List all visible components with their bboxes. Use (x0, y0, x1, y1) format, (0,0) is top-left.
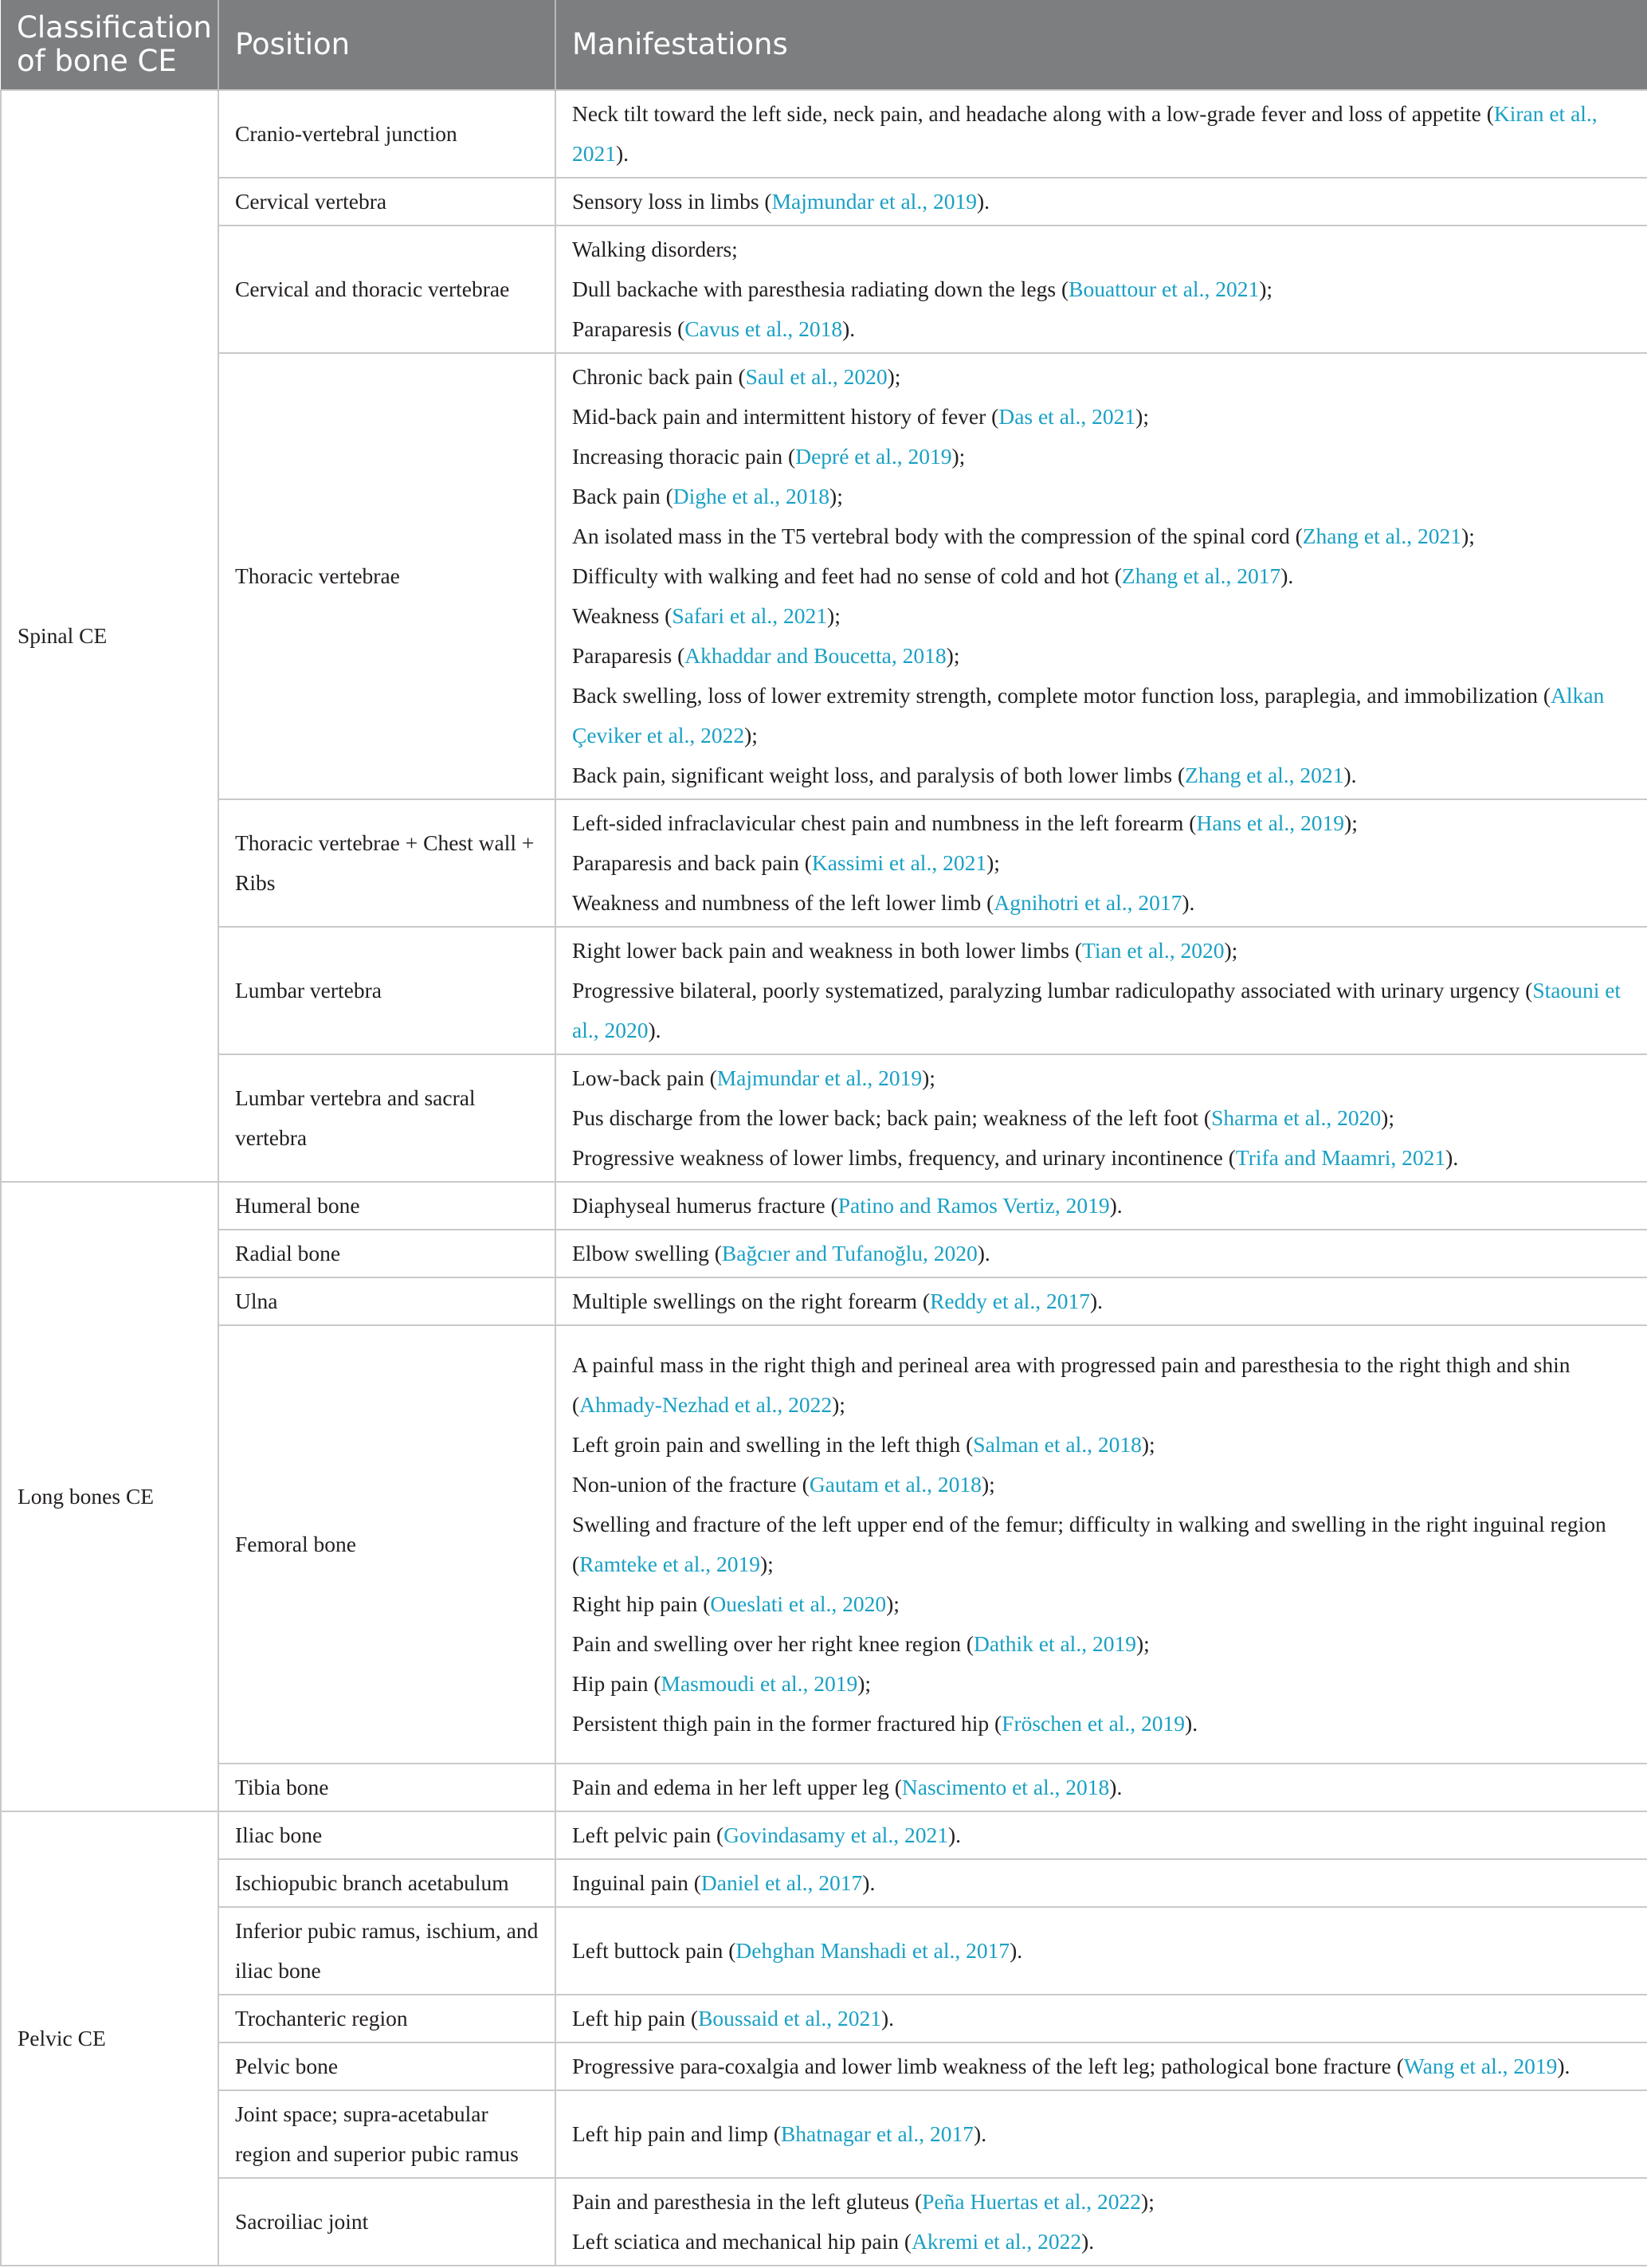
manifestation-text: Left sciatica and mechanical hip pain ( (572, 2229, 912, 2254)
position-cell: Cervical and thoracic vertebrae (218, 226, 555, 353)
manifestation-text-end: ); (1141, 2189, 1155, 2214)
manifestation-text: Progressive bilateral, poorly systematized, paralyzing lumbar radiculopathy associated with urinary urgency ( (572, 978, 1533, 1003)
manifestation-text-end: ). (862, 1870, 876, 1895)
manifestation-line (572, 2114, 1631, 2154)
manifestation-text-end: ). (1109, 1775, 1123, 1799)
citation-link[interactable]: Zhang et al., 2021 (1302, 524, 1462, 548)
manifestation-text-end: ); (1135, 404, 1149, 429)
manifestation-line (572, 357, 1631, 397)
manifestations-cell (555, 1182, 1647, 1230)
position-cell: Ischiopubic branch acetabulum (218, 1859, 555, 1907)
manifestation-line (572, 971, 1631, 1050)
manifestations-cell (555, 1859, 1647, 1907)
position-cell: Iliac bone (218, 1811, 555, 1859)
citation-link[interactable]: Peña Huertas et al., 2022 (922, 2189, 1142, 2214)
manifestation-line (572, 755, 1631, 795)
manifestation-text-end: ); (832, 1392, 845, 1417)
manifestation-text-end: ); (1224, 938, 1238, 963)
manifestation-text: Left-sided infraclavicular chest pain and numbness in the left forearm ( (572, 810, 1197, 835)
manifestation-text-end: ). (1089, 1289, 1103, 1313)
citation-link[interactable]: Nascimento et al., 2018 (901, 1775, 1110, 1799)
table-row (1, 799, 1647, 927)
manifestation-text: Left groin pain and swelling in the left thigh ( (572, 1432, 974, 1457)
manifestation-line (572, 269, 1631, 309)
manifestation-line (572, 2182, 1631, 2222)
position-cell: Cervical vertebra (218, 178, 555, 226)
manifestation-text-end: ). (1557, 2054, 1571, 2078)
manifestation-text: Sensory loss in limbs ( (572, 189, 772, 214)
manifestation-text: Left hip pain and limp ( (572, 2121, 781, 2146)
manifestation-text: An isolated mass in the T5 vertebral body with the compression of the spinal cord ( (572, 524, 1303, 548)
manifestation-text-end: ); (829, 484, 843, 508)
manifestation-text-end: ); (857, 1671, 872, 1696)
citation-link[interactable]: Masmoudi et al., 2019 (661, 1671, 858, 1696)
citation-link[interactable]: Ahmady-Nezhad et al., 2022 (579, 1392, 833, 1417)
table-row (1, 1182, 1647, 1230)
manifestation-line (572, 309, 1631, 349)
manifestation-line (572, 1624, 1631, 1664)
manifestation-text-end: ); (887, 364, 901, 389)
citation-link[interactable]: Majmundar et al., 2019 (771, 189, 977, 214)
manifestation-line (572, 1664, 1631, 1704)
citation-link[interactable]: Patino and Ramos Vertiz, 2019 (837, 1193, 1110, 1218)
table-row (1, 2042, 1647, 2090)
citation-link[interactable]: Akhaddar and Boucetta, 2018 (684, 643, 947, 668)
position-cell: Lumbar vertebra (218, 927, 555, 1054)
manifestation-text-end: ); (981, 1472, 995, 1497)
manifestation-line (572, 676, 1631, 755)
manifestation-text: Chronic back pain ( (572, 364, 746, 389)
manifestation-text: Elbow swelling ( (572, 1241, 722, 1265)
position-cell: Ulna (218, 1277, 555, 1325)
citation-link[interactable]: Govindasamy et al., 2021 (724, 1823, 948, 1847)
citation-link[interactable]: Gautam et al., 2018 (809, 1472, 982, 1497)
manifestation-text-end: ); (922, 1065, 935, 1090)
manifestation-line (572, 1098, 1631, 1138)
citation-link[interactable]: Daniel et al., 2017 (700, 1870, 863, 1895)
manifestation-text: Diaphyseal humerus fracture ( (572, 1193, 838, 1218)
manifestations-cell (555, 90, 1647, 178)
manifestation-line (572, 1138, 1631, 1178)
manifestation-line (572, 636, 1631, 676)
table-row (1, 226, 1647, 353)
manifestation-text-end: ); (1135, 1631, 1150, 1656)
position-cell: Humeral bone (218, 1182, 555, 1230)
citation-link[interactable]: Kassimi et al., 2021 (811, 850, 987, 875)
manifestation-line (572, 1863, 1631, 1903)
manifestation-text: Pain and edema in her left upper leg ( (572, 1775, 902, 1799)
table-header (1, 0, 1647, 90)
manifestation-line (572, 883, 1631, 923)
manifestation-line (572, 1186, 1631, 1226)
manifestation-text: Neck tilt toward the left side, neck pain, and headache along with a low-grade fever and loss of appetite ( (572, 101, 1494, 126)
table-row (1, 1054, 1647, 1182)
manifestation-line (572, 803, 1631, 843)
manifestations-cell (555, 2090, 1647, 2178)
header-classification: Classification of bone CE (1, 0, 218, 90)
manifestation-text: Pain and paresthesia in the left gluteus ( (572, 2189, 923, 2214)
citation-link[interactable]: Das et al., 2021 (998, 404, 1136, 429)
citation-link[interactable]: Bhatnagar et al., 2017 (780, 2121, 974, 2146)
manifestation-text: Multiple swellings on the right forearm ( (572, 1289, 931, 1313)
manifestations-cell (555, 2178, 1647, 2266)
manifestation-line (572, 556, 1631, 596)
manifestation-text-end: ); (951, 444, 966, 469)
citation-link[interactable]: Agnihotri et al., 2017 (994, 890, 1182, 915)
position-cell: Tibia bone (218, 1764, 555, 1811)
manifestation-text-end: ); (1259, 277, 1273, 301)
manifestation-text-end: ); (1381, 1105, 1394, 1130)
manifestations-cell (555, 178, 1647, 226)
manifestations-cell (555, 1230, 1647, 1277)
position-cell: Thoracic vertebrae + Chest wall + Ribs (218, 799, 555, 927)
citation-link[interactable]: Salman et al., 2018 (973, 1432, 1142, 1457)
manifestation-line (572, 477, 1631, 516)
manifestation-text-end: ); (1344, 810, 1358, 835)
table-row (1, 1325, 1647, 1764)
manifestation-line (572, 1058, 1631, 1098)
manifestation-text: A painful mass in the right thigh and perineal area with progressed pain and paresthesia to the right thigh and shin ( (572, 1352, 1571, 1417)
manifestations-cell (555, 1054, 1647, 1182)
manifestation-text: Left pelvic pain ( (572, 1823, 724, 1847)
table-body (1, 90, 1647, 2266)
manifestation-text: Walking disorders; (572, 237, 738, 261)
header-position: Position (218, 0, 555, 90)
table-row (1, 927, 1647, 1054)
manifestation-text-end: ). (842, 316, 856, 341)
manifestation-line (572, 397, 1631, 437)
manifestation-text: Weakness ( (572, 603, 673, 628)
manifestations-cell (555, 1907, 1647, 1995)
classification-cell: Spinal CE (1, 90, 218, 1182)
citation-link[interactable]: Depré et al., 2019 (795, 444, 952, 469)
manifestation-line (572, 931, 1631, 971)
citation-link[interactable]: Staouni et al., 2020 (572, 978, 1622, 1042)
table-row (1, 1859, 1647, 1907)
manifestations-cell (555, 799, 1647, 927)
manifestation-line (572, 1768, 1631, 1807)
citation-link[interactable]: Bağcıer and Tufanoğlu, 2020 (721, 1241, 978, 1265)
manifestation-line (572, 1425, 1631, 1465)
manifestation-line (572, 1281, 1631, 1321)
classification-cell: Pelvic CE (1, 1811, 218, 2266)
manifestation-text-end: ); (759, 1552, 774, 1576)
classification-cell: Long bones CE (1, 1182, 218, 1811)
manifestation-text-end: ). (1445, 1145, 1459, 1170)
manifestations-cell (555, 226, 1647, 353)
manifestation-text: Dull backache with paresthesia radiating down the legs ( (572, 277, 1069, 301)
position-cell: Radial bone (218, 1230, 555, 1277)
manifestation-line (572, 596, 1631, 636)
manifestation-text: Left hip pain ( (572, 2006, 699, 2031)
manifestation-text: Right hip pain ( (572, 1591, 711, 1616)
citation-link[interactable]: Zhang et al., 2021 (1185, 763, 1344, 787)
manifestation-text-end: ). (1010, 1938, 1023, 1963)
manifestation-line (572, 1931, 1631, 1971)
manifestation-text: Paraparesis and back pain ( (572, 850, 812, 875)
manifestation-line (572, 1345, 1631, 1425)
position-cell: Sacroiliac joint (218, 2178, 555, 2266)
manifestation-text: Back swelling, loss of lower extremity strength, complete motor function loss, paraplegia, and immobilization ( (572, 683, 1551, 708)
citation-link[interactable]: Trifa and Maamri, 2021 (1235, 1145, 1446, 1170)
manifestation-text-end: ); (886, 1591, 900, 1616)
manifestation-text-end: ). (1343, 763, 1357, 787)
manifestations-cell (555, 1325, 1647, 1764)
table-row (1, 178, 1647, 226)
manifestation-text-end: ). (977, 1241, 990, 1265)
manifestation-text: Weakness and numbness of the left lower limb ( (572, 890, 994, 915)
table-row (1, 1764, 1647, 1811)
manifestation-text: Right lower back pain and weakness in both lower limbs ( (572, 938, 1083, 963)
manifestation-text: Non-union of the fracture ( (572, 1472, 810, 1497)
manifestations-cell (555, 2042, 1647, 2090)
manifestation-text-end: ); (744, 723, 758, 747)
manifestations-cell (555, 1764, 1647, 1811)
manifestation-text-end: ). (1182, 890, 1195, 915)
manifestation-text: Progressive para-coxalgia and lower limb weakness of the left leg; pathological bone fracture ( (572, 2054, 1404, 2078)
manifestation-text-end: ); (1461, 524, 1475, 548)
manifestation-line (572, 182, 1631, 222)
table-row (1, 2178, 1647, 2266)
citation-link[interactable]: Akremi et al., 2022 (912, 2229, 1082, 2254)
manifestation-line (572, 516, 1631, 556)
manifestation-text-end: ). (616, 141, 629, 166)
manifestation-line (572, 1999, 1631, 2038)
citation-link[interactable]: Tian et al., 2020 (1082, 938, 1225, 963)
table-row (1, 1907, 1647, 1995)
citation-link[interactable]: Safari et al., 2021 (672, 603, 828, 628)
table-row (1, 90, 1647, 178)
manifestation-text: Mid-back pain and intermittent history of fever ( (572, 404, 999, 429)
manifestation-line (572, 1584, 1631, 1624)
citation-link[interactable]: Hans et al., 2019 (1196, 810, 1345, 835)
manifestation-text: Progressive weakness of lower limbs, frequency, and urinary incontinence ( (572, 1145, 1236, 1170)
manifestations-cell (555, 1995, 1647, 2042)
position-cell: Cranio-vertebral junction (218, 90, 555, 178)
manifestation-line (572, 2222, 1631, 2262)
citation-link[interactable]: Sharma et al., 2020 (1211, 1105, 1382, 1130)
manifestation-text-end: ); (827, 603, 841, 628)
manifestation-text: Persistent thigh pain in the former fractured hip ( (572, 1711, 1002, 1736)
manifestation-line (572, 2046, 1631, 2086)
citation-link[interactable]: Zhang et al., 2017 (1121, 563, 1281, 588)
manifestation-text: Paraparesis ( (572, 643, 685, 668)
citation-link[interactable]: Cavus et al., 2018 (684, 316, 843, 341)
position-cell: Femoral bone (218, 1325, 555, 1764)
citation-link[interactable]: Fröschen et al., 2019 (1002, 1711, 1186, 1736)
manifestation-line (572, 230, 1631, 269)
table-row (1, 1995, 1647, 2042)
manifestation-text: Swelling and fracture of the left upper end of the femur; difficulty in walking and swelling in the right inguinal region ( (572, 1512, 1606, 1576)
citation-link[interactable]: Oueslati et al., 2020 (710, 1591, 887, 1616)
manifestation-line (572, 843, 1631, 883)
table-row (1, 1230, 1647, 1277)
manifestation-text-end: ); (986, 850, 1000, 875)
manifestation-text: Paraparesis ( (572, 316, 685, 341)
manifestation-text-end: ). (947, 1823, 961, 1847)
manifestations-cell (555, 1277, 1647, 1325)
manifestation-text-end: ). (1081, 2229, 1095, 2254)
citation-link[interactable]: Majmundar et al., 2019 (716, 1065, 923, 1090)
manifestation-text-end: ). (1280, 563, 1294, 588)
manifestation-text-end: ). (881, 2006, 895, 2031)
manifestation-text: Hip pain ( (572, 1671, 661, 1696)
citation-link[interactable]: Saul et al., 2020 (745, 364, 888, 389)
manifestation-text-end: ). (974, 2121, 987, 2146)
manifestation-line (572, 1234, 1631, 1273)
header-row (1, 0, 1647, 90)
citation-link[interactable]: Boussaid et al., 2021 (698, 2006, 881, 2031)
manifestation-text-end: ); (1141, 1432, 1155, 1457)
manifestation-line (572, 1505, 1631, 1584)
citation-link[interactable]: Bouattour et al., 2021 (1069, 277, 1260, 301)
citation-link[interactable]: Wang et al., 2019 (1403, 2054, 1558, 2078)
manifestation-text: Back pain ( (572, 484, 673, 508)
table-row (1, 353, 1647, 799)
position-cell: Pelvic bone (218, 2042, 555, 2090)
position-cell: Lumbar vertebra and sacral vertebra (218, 1054, 555, 1182)
manifestations-cell (555, 353, 1647, 799)
table-row (1, 2090, 1647, 2178)
manifestation-text: Pus discharge from the lower back; back pain; weakness of the left foot ( (572, 1105, 1212, 1130)
citation-link[interactable]: Kiran et al., 2021 (572, 101, 1598, 166)
manifestation-text-end: ); (946, 643, 960, 668)
citation-link[interactable]: Dehghan Manshadi et al., 2017 (735, 1938, 1010, 1963)
table-row (1, 1811, 1647, 1859)
citation-link[interactable]: Reddy et al., 2017 (930, 1289, 1090, 1313)
header-manifestations: Manifestations (555, 0, 1647, 90)
citation-link[interactable]: Dighe et al., 2018 (673, 484, 830, 508)
manifestation-text-end: ). (1185, 1711, 1198, 1736)
position-cell: Joint space; supra-acetabular region and superior pubic ramus (218, 2090, 555, 2178)
citation-link[interactable]: Ramteke et al., 2019 (579, 1552, 760, 1576)
manifestation-text: Back pain, significant weight loss, and paralysis of both lower limbs ( (572, 763, 1186, 787)
manifestation-text: Pain and swelling over her right knee region ( (572, 1631, 974, 1656)
manifestation-text-end: ). (976, 189, 990, 214)
citation-link[interactable]: Alkan Çeviker et al., 2022 (572, 683, 1605, 747)
manifestation-text: Increasing thoracic pain ( (572, 444, 796, 469)
manifestation-line (572, 437, 1631, 477)
manifestations-cell (555, 1811, 1647, 1859)
position-cell: Inferior pubic ramus, ischium, and iliac bone (218, 1907, 555, 1995)
manifestation-line (572, 1704, 1631, 1744)
manifestation-text: Left buttock pain ( (572, 1938, 736, 1963)
manifestation-line (572, 94, 1631, 174)
position-cell: Trochanteric region (218, 1995, 555, 2042)
citation-link[interactable]: Dathik et al., 2019 (974, 1631, 1136, 1656)
manifestation-text: Inguinal pain ( (572, 1870, 701, 1895)
manifestations-cell (555, 927, 1647, 1054)
manifestation-text-end: ). (648, 1018, 661, 1042)
manifestation-text-end: ). (1109, 1193, 1123, 1218)
manifestation-text: Difficulty with walking and feet had no sense of cold and hot ( (572, 563, 1122, 588)
manifestation-line (572, 1815, 1631, 1855)
position-cell: Thoracic vertebrae (218, 353, 555, 799)
manifestation-text: Low-back pain ( (572, 1065, 717, 1090)
manifestation-line (572, 1465, 1631, 1505)
table-row (1, 1277, 1647, 1325)
